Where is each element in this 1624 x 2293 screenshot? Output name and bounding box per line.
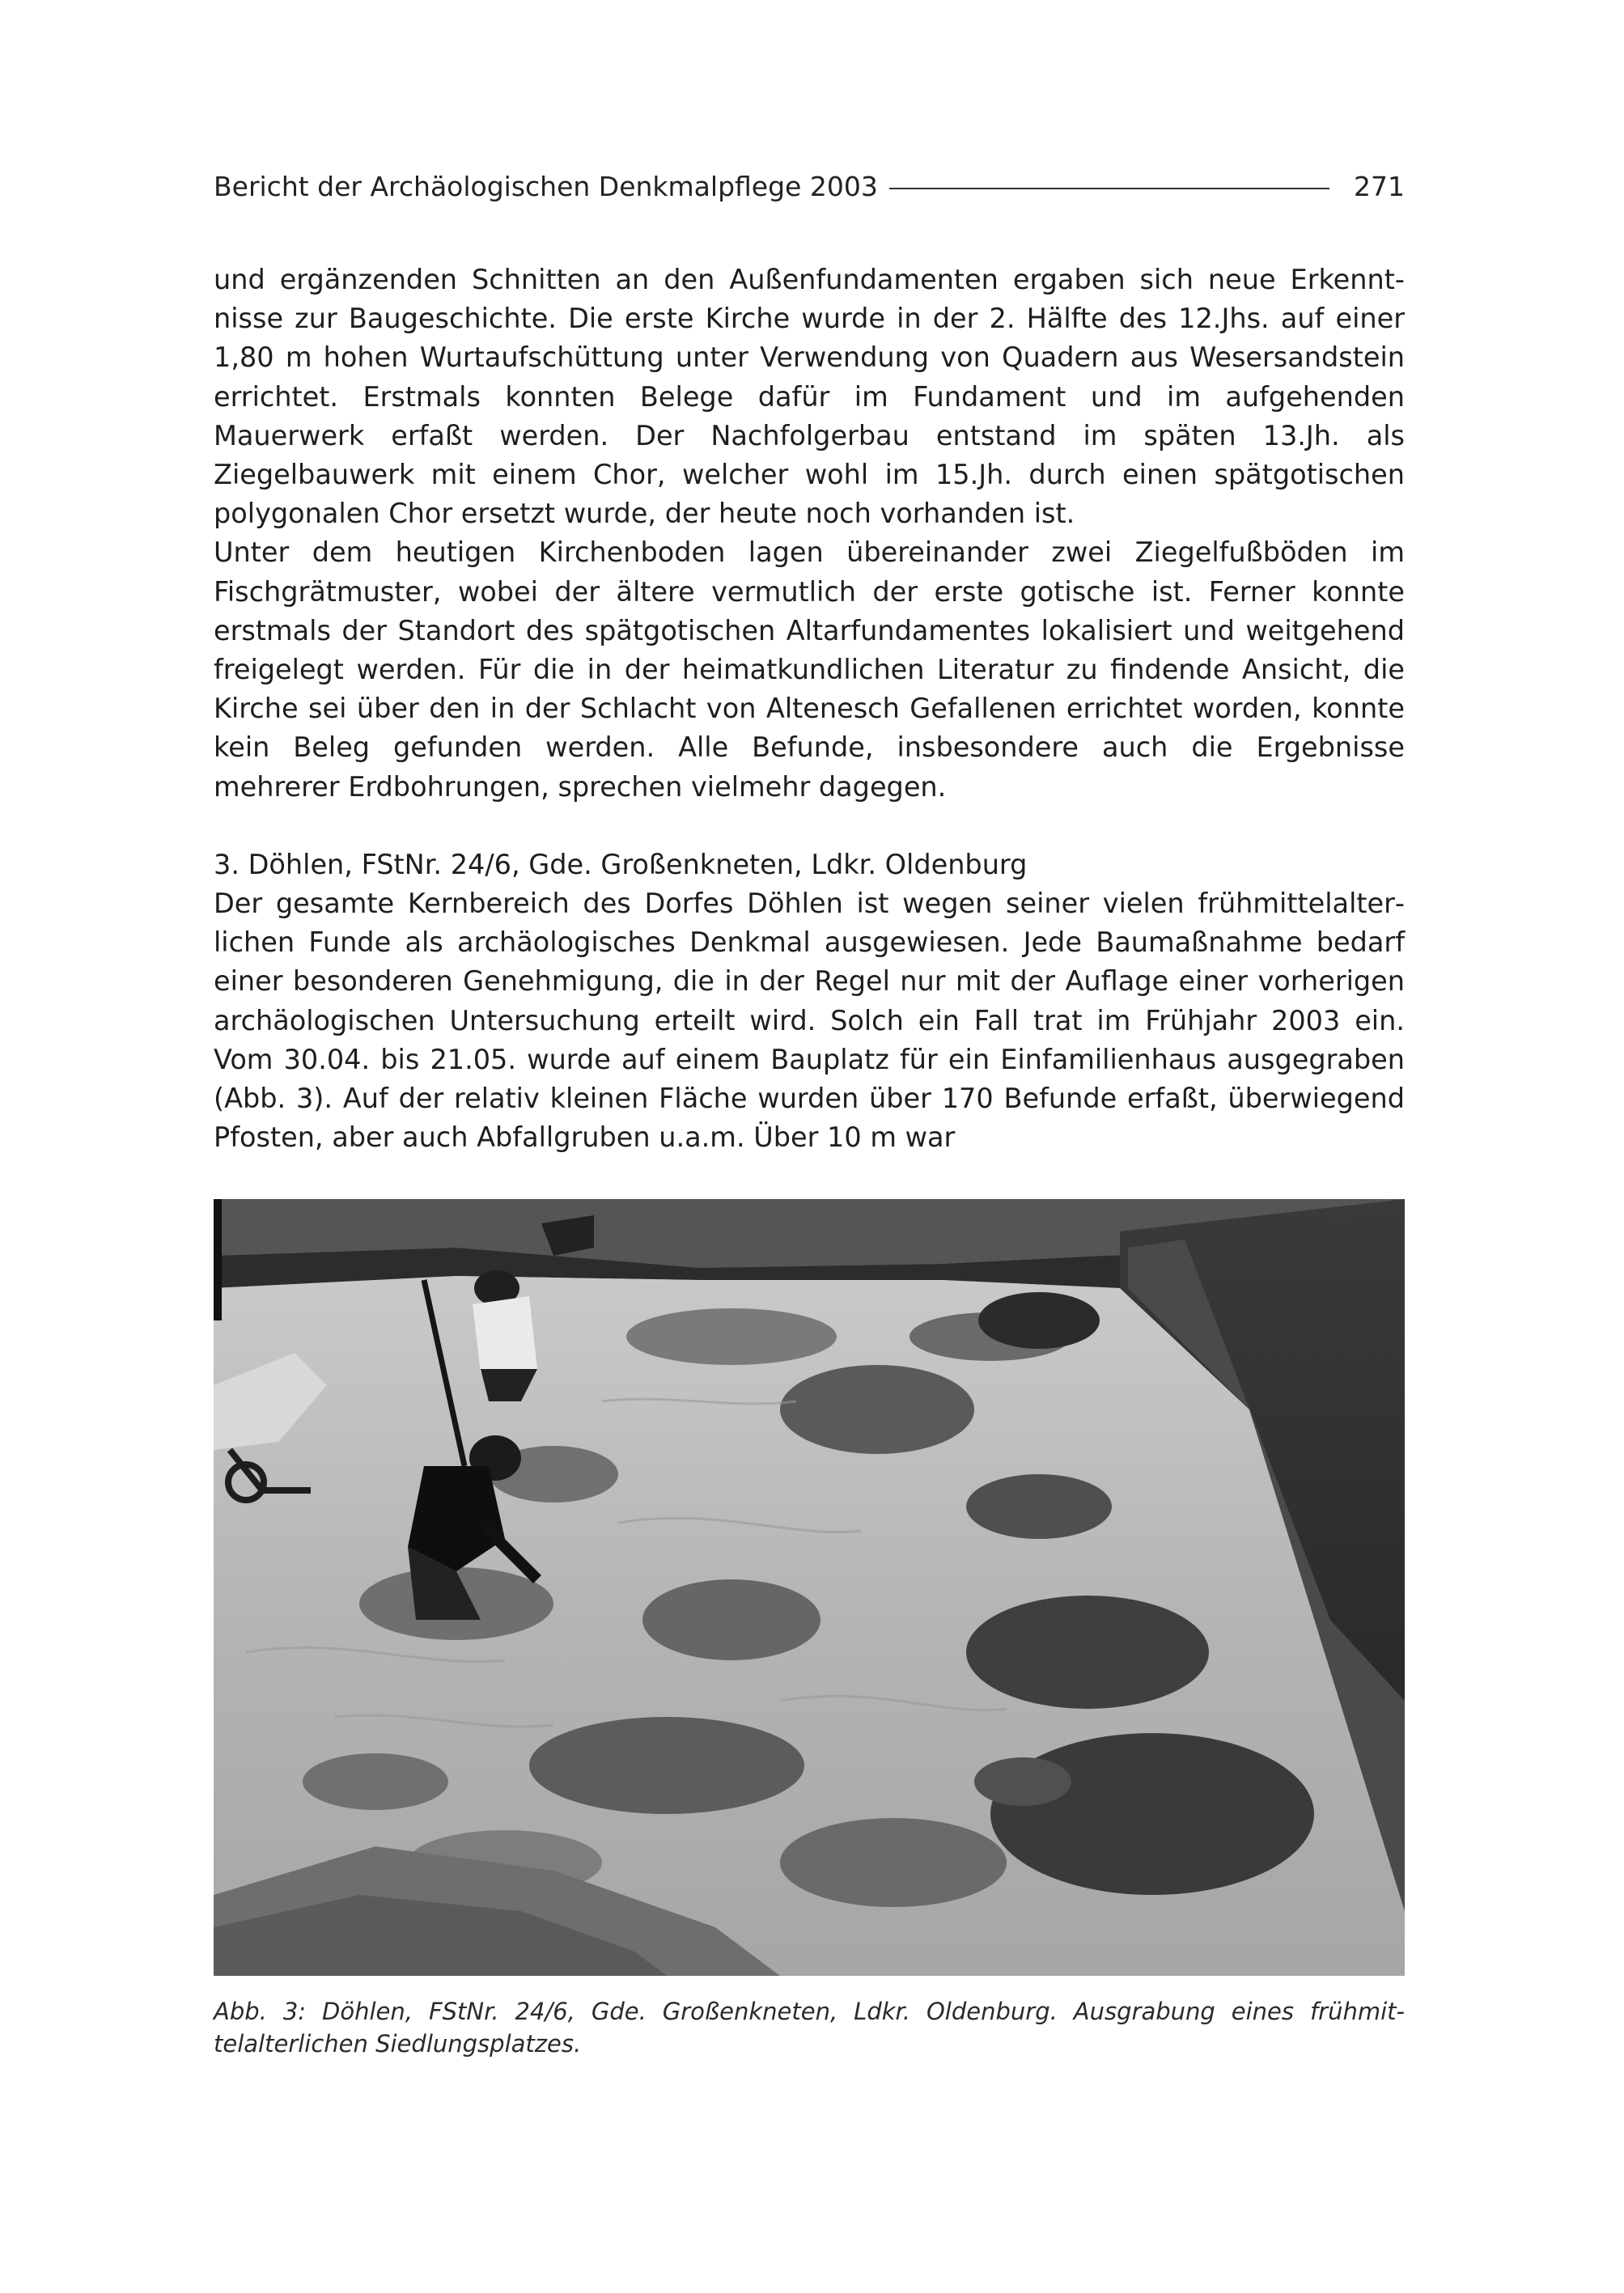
body-text	[214, 261, 1405, 1157]
section-paragraph: Der gesamte Kernbereich des Dorfes Döhlen ist wegen seiner vielen frühmittelalterlichen Funde als archäologisches Denkmal ausgewiesen. Jede Baumaßnahme bedarf einer besonderen Genehmigung, die in der Regel nur mit der Auflage einer vorherigen archäologischen Untersuchung erteilt wird. Solch ein Fall trat im Frühjahr 2003 ein. Vom 30.04. bis 21.05. wurde auf einem Bauplatz für ein Einfamilienhaus ausgegraben (Abb. 3). Auf der relativ kleinen Fläche wurden über 170 Befunde erfaßt, überwiegend Pfosten, aber auch Abfallgruben u.a.m. Über 10 m war	[214, 888, 1405, 1154]
running-header	[214, 162, 1405, 210]
figure-caption: Abb. 3: Döhlen, FStNr. 24/6, Gde. Großenkneten, Ldkr. Oldenburg. Ausgrabung eines frühmittelalterlichen Siedlungsplatzes.	[214, 1998, 1405, 2058]
paragraph-1: und ergänzenden Schnitten an den Außenfundamenten ergaben sich neue Erkenntnisse zur Baugeschichte. Die erste Kirche wurde in der 2. Hälfte des 12.Jhs. auf einer 1,80 m hohen Wurtaufschüttung unter Verwendung von Quadern aus Wesersandstein errichtet. Erstmals konnten Belege dafür im Fundament und im aufgehenden Mauerwerk erfaßt werden. Der Nachfolgerbau entstand im späten 13.Jh. als Ziegelbauwerk mit einem Chor, welcher wohl im 15.Jh. durch einen spätgotischen polygonalen Chor ersetzt wurde, der heute noch vorhanden ist.	[214, 264, 1405, 530]
excavation-photo	[214, 1199, 1405, 1976]
paragraph-gap	[214, 807, 1405, 846]
header-rule	[889, 188, 1329, 189]
section-heading: 3. Döhlen, FStNr. 24/6, Gde. Großenkneten, Ldkr. Oldenburg	[214, 848, 1028, 880]
paragraph-2: Unter dem heutigen Kirchenboden lagen übereinander zwei Ziegelfußböden im Fischgrätmuster, wobei der ältere vermutlich der erste gotische ist. Ferner konnte erstmals der Standort des spätgotischen Altarfundamentes lokalisiert und weitgehend freigelegt werden. Für die in der heimatkundlichen Literatur zu findende Ansicht, die Kirche sei über den in der Schlacht von Altenesch Gefallenen errichtet worden, konnte kein Beleg gefunden werden. Alle Befunde, insbesondere auch die Ergebnisse mehrerer Erdbohrungen, sprechen vielmehr dagegen.	[214, 536, 1405, 803]
running-header-title: Bericht der Archäologischen Denkmalpflege 2003	[214, 170, 878, 202]
page-number: 271	[1354, 170, 1405, 202]
